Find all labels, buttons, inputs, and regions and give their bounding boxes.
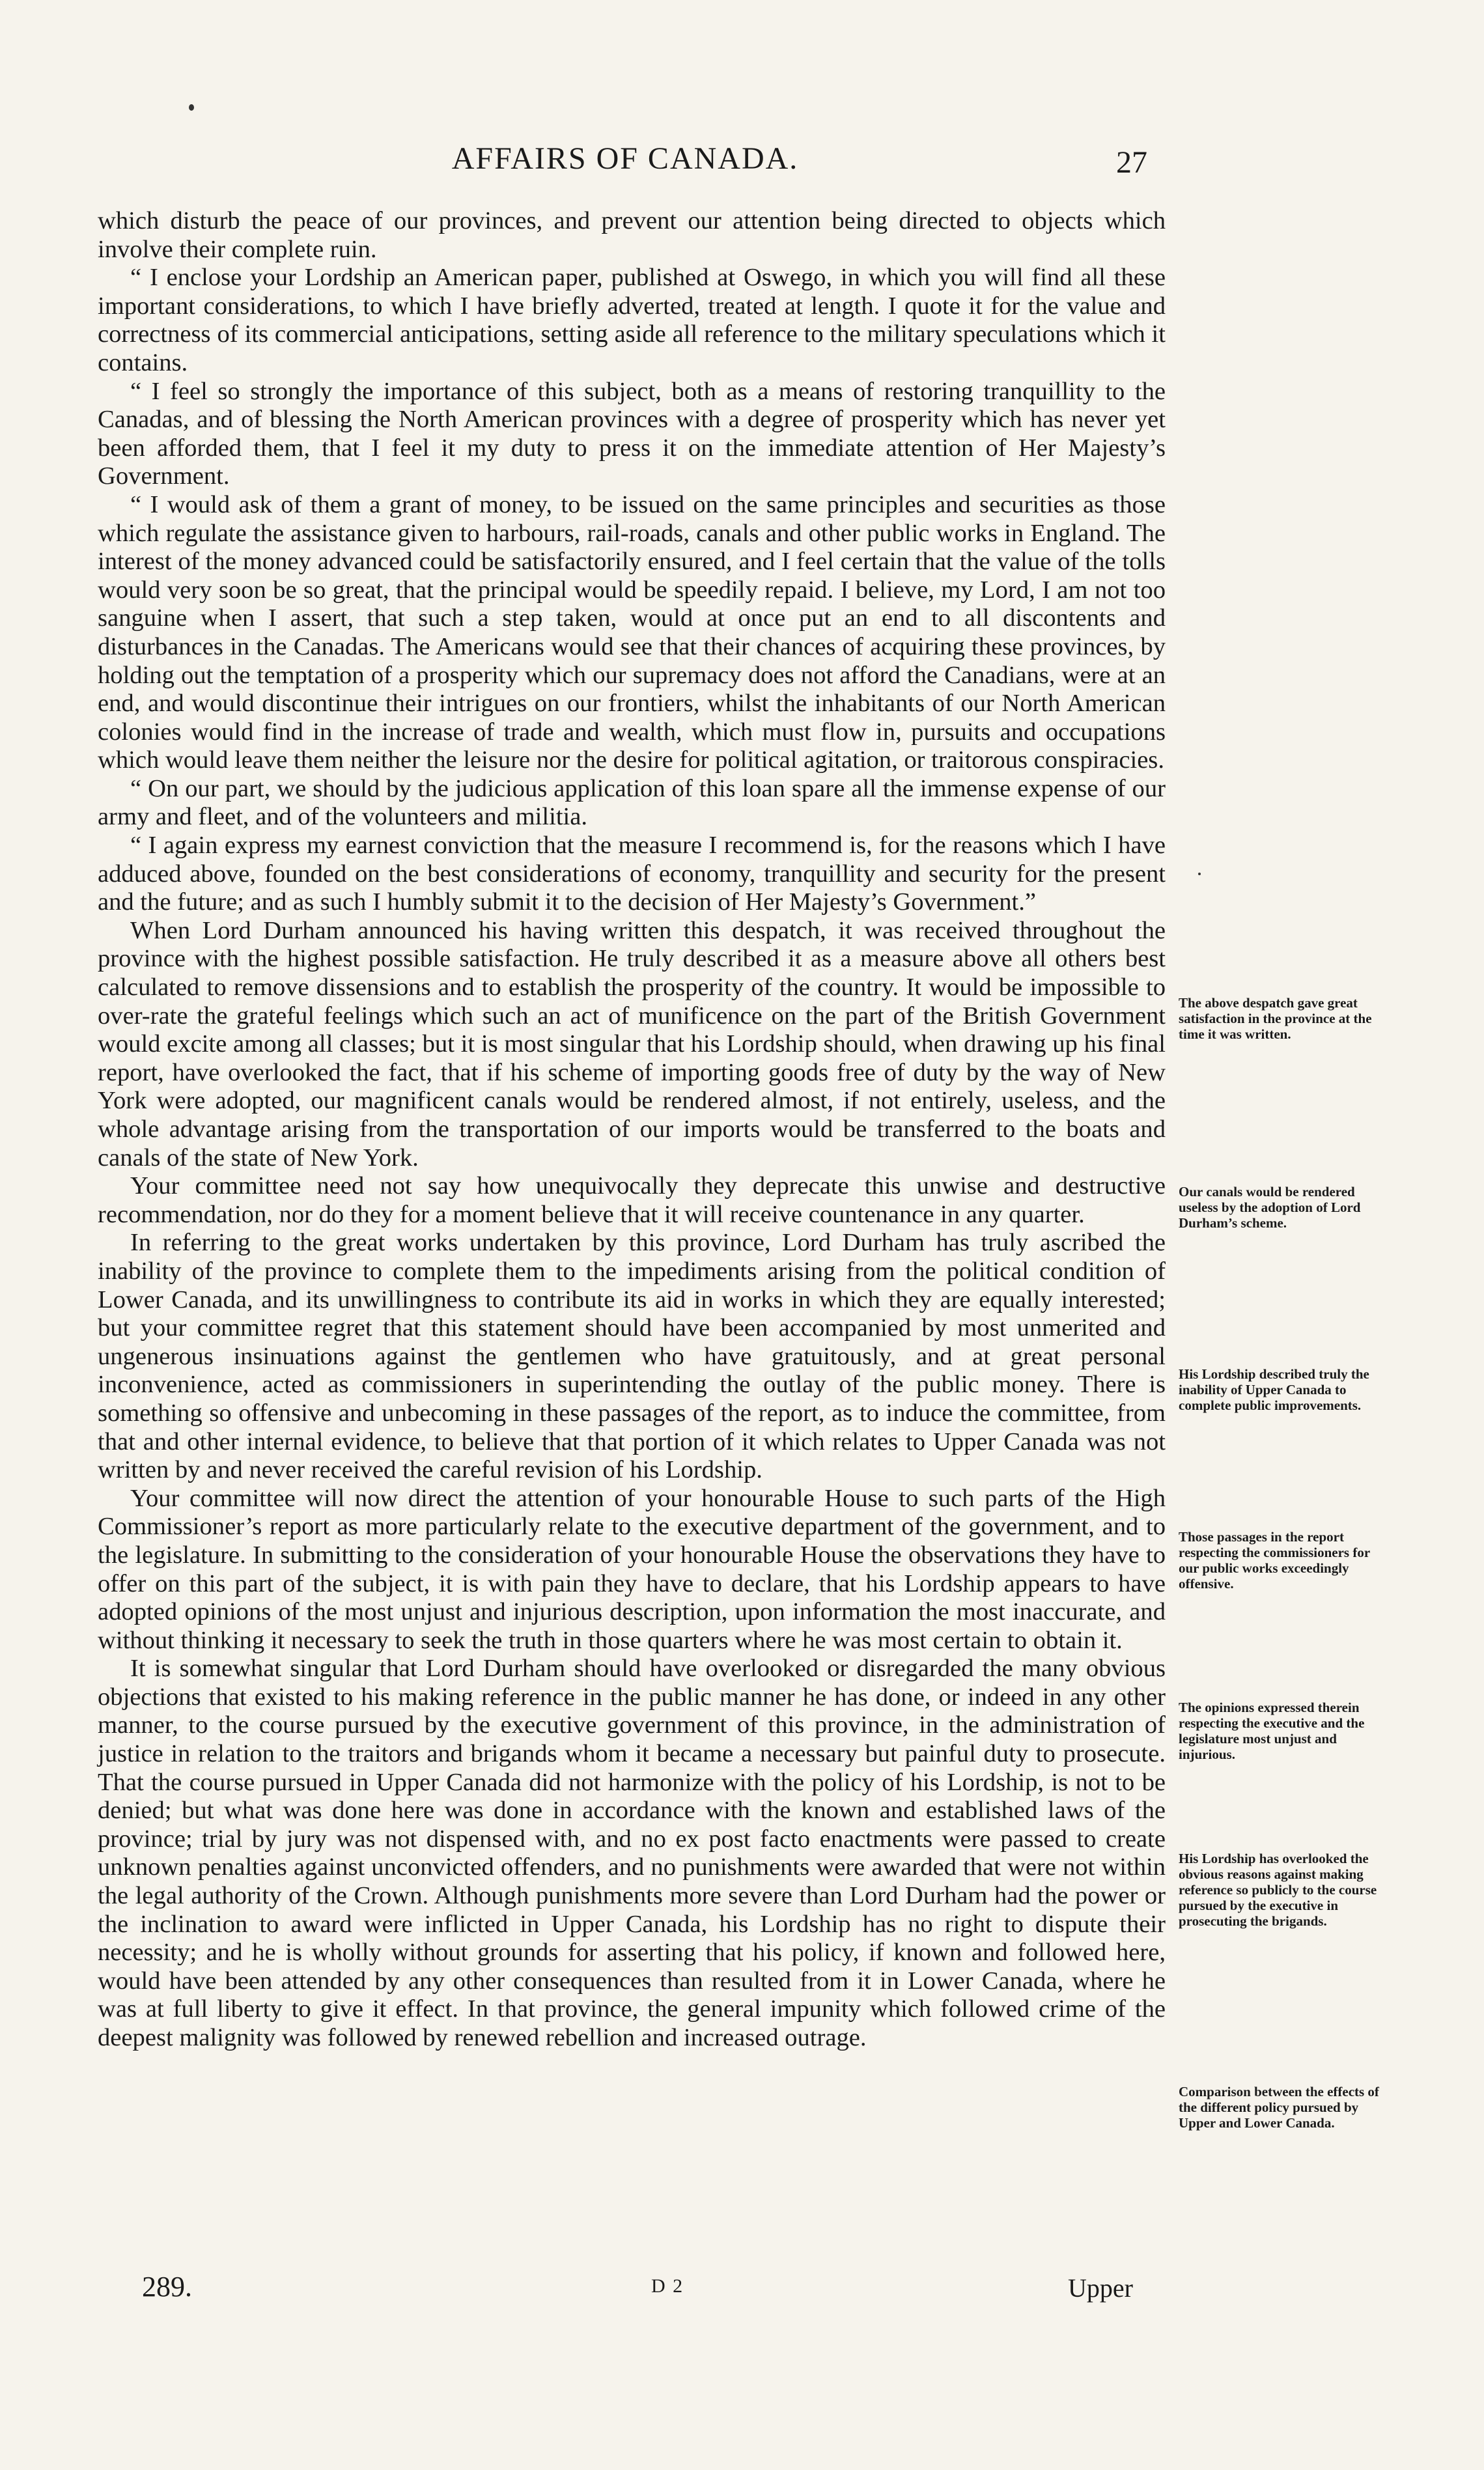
catchword: Upper [1068, 2273, 1133, 2303]
paragraph: Your committee need not say how unequivocally they deprecate this unwise and destructive recommendation, nor do they for a moment believe that it will receive countenance in any quarter. [98, 1172, 1166, 1228]
paragraph: “ I feel so strongly the importance of this subject, both as a means of restoring tranquillity to the Canadas, and of blessing the North American provinces with a degree of prosperity which has never yet been afforded them, that I feel it my duty to press it on the immediate attention of Her Majesty’s Government. [98, 377, 1166, 490]
paper-speck [1198, 873, 1201, 875]
running-title: AFFAIRS OF CANADA. [451, 141, 799, 176]
signature-mark: 289. [142, 2271, 192, 2303]
paragraph: When Lord Durham announced his having written this despatch, it was received throughout the province with the highest possible satisfaction. He truly described it as a measure above all others best calculated to remove dissensions and to establish the prosperity of the country. It would be impossible to over-rate the grateful feelings which such an act of munificence on the part of the British Government would excite among all classes; but it is most singular that his Lordship should, when drawing up his final report, have overlooked the fact, that if his scheme of importing goods free of duty by the way of New York were adopted, our magnificent canals would be rendered almost, if not entirely, useless, and the whole advantage arising from the transportation of our imports would be transferred to the boats and canals of the state of New York. [98, 916, 1166, 1172]
paragraph: which disturb the peace of our provinces, and prevent our attention being directed to objects which involve their complete ruin. [98, 207, 1166, 263]
body-text [98, 207, 1166, 2053]
side-note: His Lordship has overlooked the obvious reasons against making reference so publicly to the course pursued by the executive in prosecuting the brigands. [1179, 1851, 1377, 1929]
side-note: Comparison between the effects of the different policy pursued by Upper and Lower Canada. [1179, 2084, 1379, 2131]
side-note: Those passages in the report respecting the commissioners for our public works exceedingly offensive. [1179, 1529, 1370, 1592]
sheet-mark: D 2 [651, 2275, 684, 2297]
page-number: 27 [1116, 145, 1147, 180]
paragraph: “ On our part, we should by the judicious application of this loan spare all the immense expense of our army and fleet, and of the volunteers and militia. [98, 774, 1166, 831]
paragraph: Your committee will now direct the attention of your honourable House to such parts of the High Commissioner’s report as more particularly relate to the executive department of the government, and to the legislature. In submitting to the consideration of your honourable House the observations they have to offer on this part of the subject, it is with pain they have to declare, that his Lordship appears to have adopted opinions of the most unjust and injurious description, upon information the most inaccurate, and without thinking it necessary to seek the truth in those quarters where he was most certain to obtain it. [98, 1484, 1166, 1654]
side-note: His Lordship described truly the inability of Upper Canada to complete public improvements. [1179, 1366, 1369, 1413]
paper-speck [189, 104, 194, 111]
side-note: The above despatch gave great satisfaction in the province at the time it was written. [1179, 995, 1372, 1042]
side-note: Our canals would be rendered useless by the adoption of Lord Durham’s scheme. [1179, 1184, 1361, 1231]
paragraph: In referring to the great works undertaken by this province, Lord Durham has truly ascribed the inability of the province to complete them to the impediments arising from the political condition of Lower Canada, and its unwillingness to contribute its aid in works in which they are equally interested; but your committee regret that this statement should have been accompanied by most unmerited and ungenerous insinuations against the gentlemen who have gratuitously, and at great personal inconvenience, acted as commissioners in superintending the outlay of the public money. There is something so offensive and unbecoming in these passages of the report, as to induce the committee, from that and other internal evidence, to believe that that portion of it which relates to Upper Canada was not written by and never received the careful revision of his Lordship. [98, 1229, 1166, 1484]
side-note: The opinions expressed therein respecting the executive and the legislature most unjust and injurious. [1179, 1700, 1365, 1762]
paragraph: “ I again express my earnest conviction that the measure I recommend is, for the reasons which I have adduced above, founded on the best considerations of economy, tranquillity and security for the present and the future; and as such I humbly submit it to the decision of Her Majesty’s Government.” [98, 832, 1166, 916]
paragraph: “ I enclose your Lordship an American paper, published at Oswego, in which you will find all these important considerations, to which I have briefly adverted, treated at length. I quote it for the value and correctness of its commercial anticipations, setting aside all reference to the military speculations which it contains. [98, 264, 1166, 376]
paragraph: “ I would ask of them a grant of money, to be issued on the same principles and securities as those which regulate the assistance given to harbours, rail-roads, canals and other public works in England. The interest of the money advanced could be satisfactorily ensured, and I feel certain that the value of the tolls would very soon be so great, that the principal would be speedily repaid. I believe, my Lord, I am not too sanguine when I assert, that such a step taken, would at once put an end to all discontents and disturbances in the Canadas. The Americans would see that their chances of acquiring these provinces, by holding out the temptation of a prosperity which our supremacy does not afford the Canadians, were at an end, and would discontinue their intrigues on our frontiers, whilst the inhabitants of our North American colonies would find in the increase of trade and wealth, which must flow in, pursuits and occupations which would leave them neither the leisure nor the desire for political agitation, or traitorous conspiracies. [98, 490, 1166, 774]
paragraph: It is somewhat singular that Lord Durham should have overlooked or disregarded the many obvious objections that existed to his making reference in the public manner he has done, or indeed in any other manner, to the course pursued by the executive government of this province, in the administration of justice in relation to the traitors and brigands whom it became a necessary but painful duty to prosecute. That the course pursued in Upper Canada did not harmonize with the policy of his Lordship, is not to be denied; but what was done here was done in accordance with the known and established laws of the province; trial by jury was not dispensed with, and no ex post facto enactments were passed to create unknown penalties against unconvicted offenders, and no punishments were awarded that were not within the legal authority of the Crown. Although punishments more severe than Lord Durham had the power or the inclination to award were inflicted in Upper Canada, his Lordship has no right to dispute their necessity; and he is wholly without grounds for asserting that his policy, if known and followed here, would have been attended by any other consequences than resulted from it in Lower Canada, where he was at full liberty to give it effect. In that province, the general impunity which followed crime of the deepest malignity was followed by renewed rebellion and increased outrage. [98, 1655, 1166, 2051]
